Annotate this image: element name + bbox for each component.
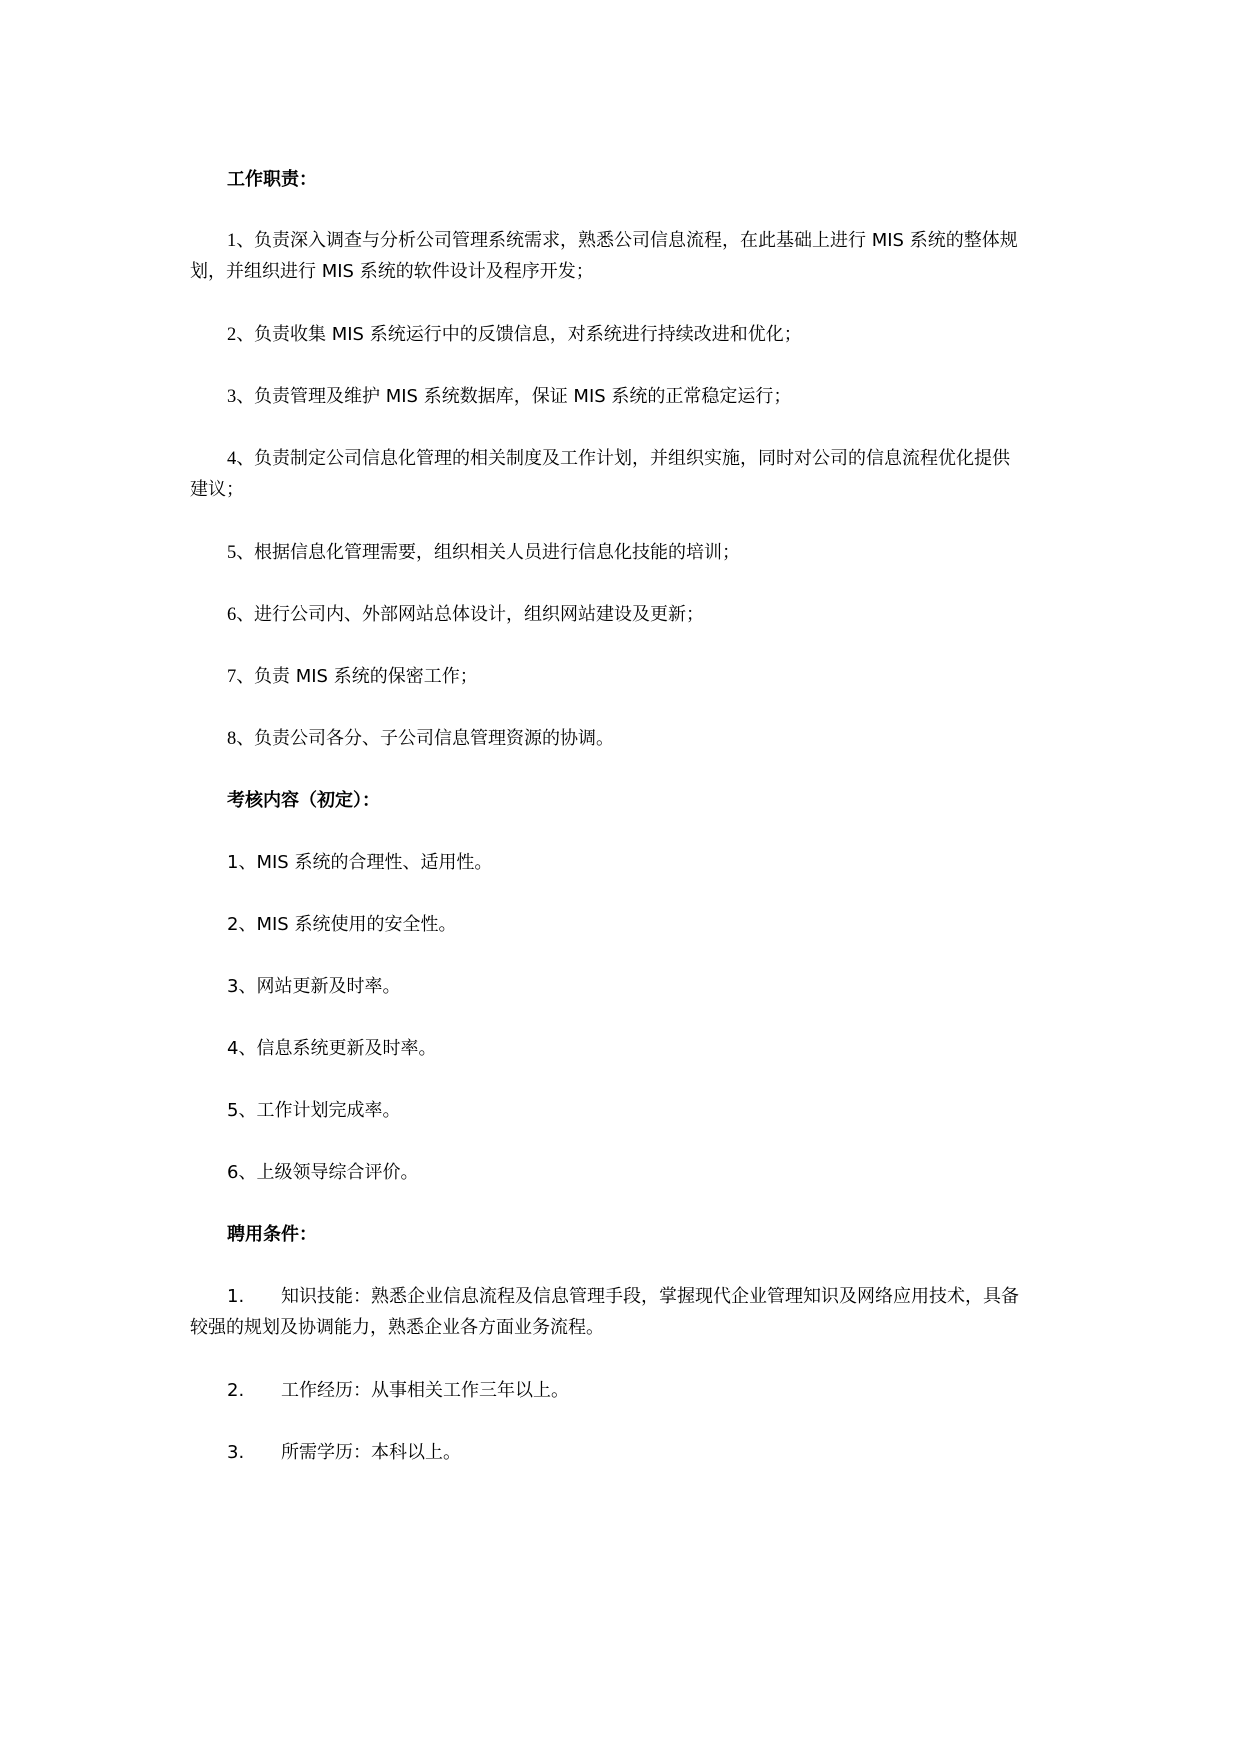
duty-number: 3、 — [227, 387, 255, 407]
duty-text: 负责制定公司信息化管理的相关制度及工作计划，并组织实施，同时对公司的信息流程优化提供 — [254, 448, 1010, 469]
section-heading-assessment: 考核内容（初定）： — [227, 790, 380, 811]
duty-item-4-line1 — [227, 442, 1097, 476]
duty-item-8 — [227, 722, 1097, 756]
duty-number: 6、 — [227, 605, 255, 625]
duty-item-6 — [227, 598, 1097, 632]
condition-item-2 — [227, 1374, 1097, 1408]
section-heading-duties: 工作职责： — [227, 169, 317, 190]
duty-item-1-line2: 划，并组织进行 MIS 系统的软件设计及程序开发； — [190, 261, 594, 282]
condition-item-1-line2: 较强的规划及协调能力，熟悉企业各方面业务流程。 — [190, 1317, 604, 1338]
duty-item-4-line2: 建议； — [190, 479, 244, 500]
condition-number: 1. — [227, 1286, 245, 1307]
assessment-item-4: 4、信息系统更新及时率。 — [227, 1038, 437, 1059]
duty-number: 7、 — [227, 667, 255, 687]
duty-item-7 — [227, 660, 1097, 694]
duty-item-2 — [227, 318, 1097, 352]
section-heading-conditions: 聘用条件： — [227, 1224, 317, 1245]
duty-item-5 — [227, 536, 1097, 570]
duty-number: 4、 — [227, 449, 255, 469]
assessment-item-5: 5、工作计划完成率。 — [227, 1100, 401, 1121]
duty-text: 根据信息化管理需要，组织相关人员进行信息化技能的培训； — [254, 542, 740, 563]
condition-item-1-line1 — [227, 1280, 1097, 1314]
condition-text: 所需学历：本科以上。 — [281, 1442, 461, 1463]
assessment-item-1: 1、MIS 系统的合理性、适用性。 — [227, 852, 493, 873]
duty-number: 5、 — [227, 543, 255, 563]
duty-text: 负责 MIS 系统的保密工作； — [254, 666, 478, 687]
duty-text: 负责管理及维护 MIS 系统数据库，保证 MIS 系统的正常稳定运行； — [254, 386, 792, 407]
duty-number: 1、 — [227, 231, 255, 251]
assessment-item-6: 6、上级领导综合评价。 — [227, 1162, 419, 1183]
duty-text: 负责公司各分、子公司信息管理资源的协调。 — [254, 728, 614, 749]
duty-text: 负责收集 MIS 系统运行中的反馈信息，对系统进行持续改进和优化； — [254, 324, 802, 345]
duty-item-3 — [227, 380, 1097, 414]
condition-text: 工作经历：从事相关工作三年以上。 — [281, 1380, 569, 1401]
duty-text: 负责深入调查与分析公司管理系统需求，熟悉公司信息流程，在此基础上进行 MIS 系统的整体规 — [254, 230, 1018, 251]
duty-text: 进行公司内、外部网站总体设计，组织网站建设及更新； — [254, 604, 704, 625]
duty-number: 2、 — [227, 325, 255, 345]
condition-text: 知识技能：熟悉企业信息流程及信息管理手段，掌握现代企业管理知识及网络应用技术，具备 — [281, 1286, 1019, 1307]
condition-number: 3. — [227, 1442, 245, 1463]
duty-item-1-line1 — [227, 224, 1097, 258]
assessment-item-2: 2、MIS 系统使用的安全性。 — [227, 914, 457, 935]
condition-item-3 — [227, 1436, 1097, 1470]
assessment-item-3: 3、网站更新及时率。 — [227, 976, 401, 997]
condition-number: 2. — [227, 1380, 245, 1401]
duty-number: 8、 — [227, 729, 255, 749]
